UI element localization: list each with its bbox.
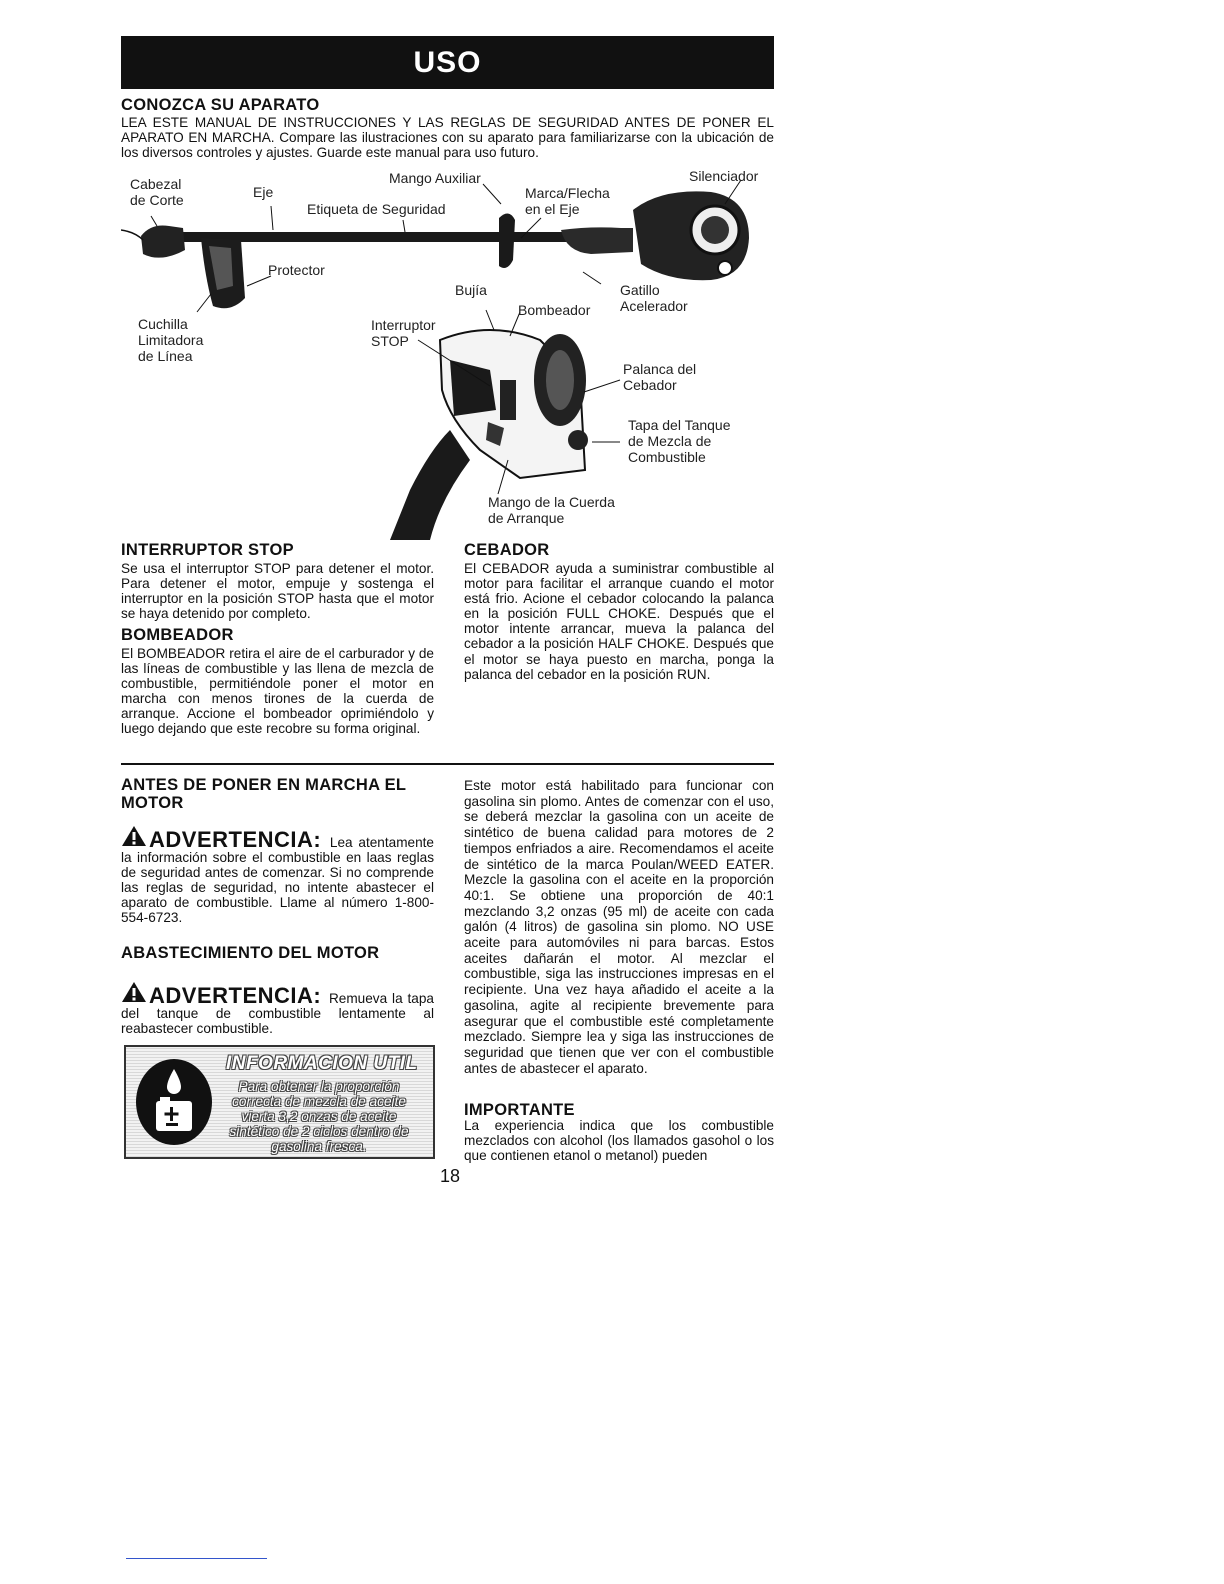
label-marca: Marca/Flecha en el Eje (525, 185, 610, 217)
label-eje: Eje (253, 184, 274, 200)
tip-text: Para obtener la proporción correcta de mezcla de aceite vierta 3,2 onzas de aceite sintético de 2 ciclos dentro de gasolina fresca. (229, 1079, 409, 1154)
abastecimiento-heading: ABASTECIMIENTO DEL MOTOR (121, 944, 380, 962)
interruptor-text: Se usa el interruptor STOP para detener el motor. Para detener el motor, empuje y sostenga el interruptor en la posición STOP hasta que el motor se haya detenido por completo. (121, 561, 434, 622)
info-tip-box (124, 1045, 435, 1159)
page-number: 18 (440, 1166, 461, 1186)
shaft-shape (176, 232, 626, 242)
label-bujia: Bujía (455, 282, 487, 298)
know-heading: CONOZCA SU APARATO (121, 96, 320, 114)
label-bombeador: Bombeador (518, 302, 591, 318)
abastecimiento-warn-label: ADVERTENCIA: (149, 983, 322, 1008)
motor-text: Este motor está habilitado para funcionar con gasolina sin plomo. Antes de comenzar con el uso, se deberá mezclar la gasolina con un aceite de sintético de buena calidad para motores de 2 tiempos enfriados a aire. Recomendamos el aceite de sintético de la marca Poulan/WEED EATER. Mezcle la gasolina con el aceite en la proporción 40:1. Se obtiene una proporción de 40:1 mezclando 3,2 onzas (95 ml) de aceite con cada galón (4 litros) de gasolina sin plomo. NO USE aceite para automóviles ni para barcas. Estos aceites dañarán el motor. Al mezclar el combustible, siga las instrucciones impresas en el recipiente. Una vez haya añadido el aceite a la gasolina, agite al recipiente brevemente para asegurar que el combustible esté completamente mezclado. Siempre lea y siga las instrucciones de seguridad que tienen que ver con el combustible antes de abastecer el aparato. (464, 778, 774, 1076)
label-tapa: Tapa del Tanque de Mezcla de Combustible (628, 417, 731, 465)
cebador-text: El CEBADOR ayuda a suministrar combustible al motor para facilitar el arranque cuando el motor está frio. Acione el cebador colocando la palanca en la posición FULL CHOKE. Después que el motor intente arrancar, mueva la palanca del cebador a la posición HALF CHOKE. Después que el motor se haya puesto en marcha, ponga la palanca del cebador en la posición RUN. (464, 561, 774, 682)
antes-heading: ANTES DE PONER EN MARCHA EL MOTOR (121, 776, 406, 812)
label-cuchilla: Cuchilla Limitadora de Línea (138, 316, 204, 364)
antes-warning (121, 825, 434, 926)
bombeador-heading: BOMBEADOR (121, 626, 234, 644)
antes-warn-lead: Lea atentamente (329, 835, 434, 850)
label-gatillo: Gatillo Acelerador (620, 282, 688, 314)
fuel-can-icon (134, 1057, 214, 1147)
label-interruptor: Interruptor STOP (371, 317, 436, 349)
rear-handle-shape (561, 227, 633, 254)
antes-warn-label: ADVERTENCIA: (149, 827, 322, 852)
interruptor-heading: INTERRUPTOR STOP (121, 541, 294, 559)
tip-title: INFORMACION UTIL (226, 1053, 418, 1074)
label-mango-cuerda: Mango de la Cuerda de Arranque (488, 494, 615, 526)
section-divider (121, 763, 774, 765)
know-intro: LEA ESTE MANUAL DE INSTRUCCIONES Y LAS REGLAS DE SEGURIDAD ANTES DE PONER EL APARATO EN MARCHA. Compare las ilustraciones con su aparato para familiarizarse con la ubicación de los diversos controles y ajustes. Guarde este manual para uso futuro. (121, 115, 774, 161)
label-cabezal: Cabezal de Corte (130, 176, 184, 208)
cebador-heading: CEBADOR (464, 541, 550, 559)
abastecimiento-warn-text: del tanque de combustible lentamente al reabastecer combustible. (121, 1006, 434, 1037)
label-etiqueta: Etiqueta de Seguridad (307, 201, 446, 217)
aux-handle-shape (499, 213, 515, 268)
rear-handle-shape (390, 430, 470, 540)
warning-icon (121, 981, 147, 1003)
warning-icon (121, 825, 147, 847)
importante-heading: IMPORTANTE (464, 1101, 575, 1119)
label-mango-auxiliar: Mango Auxiliar (389, 170, 481, 186)
cutting-head-shape (141, 225, 185, 257)
label-palanca: Palanca del Cebador (623, 361, 697, 393)
importante-text: La experiencia indica que los combustible mezclados con alcohol (los llamados gasohol o los que contienen etanol o metanol) pueden (464, 1118, 774, 1164)
label-silenciador: Silenciador (689, 168, 759, 184)
section-banner: USO (121, 36, 774, 89)
label-protector: Protector (268, 262, 325, 278)
antes-warn-text: la información sobre el combustible en laas reglas de seguridad antes de comenzar. Si no comprende las reglas de seguridad, no intente abastecer el aparato de combustible. Llame al número 1-800-554-6723. (121, 850, 434, 926)
abastecimiento-warn-lead: Remueva la tapa (328, 991, 434, 1006)
footer-line (126, 1558, 267, 1559)
abastecimiento-warning (121, 981, 434, 1036)
bombeador-text: El BOMBEADOR retira el aire de el carburador y de las líneas de combustible y las llena de mezcla de combustible, permitiéndole poner el motor en marcha con menos tirones de la cuerda de arranque. Accione el bombeador oprimiéndolo y luego dejando que este recobre su forma original. (121, 646, 434, 737)
